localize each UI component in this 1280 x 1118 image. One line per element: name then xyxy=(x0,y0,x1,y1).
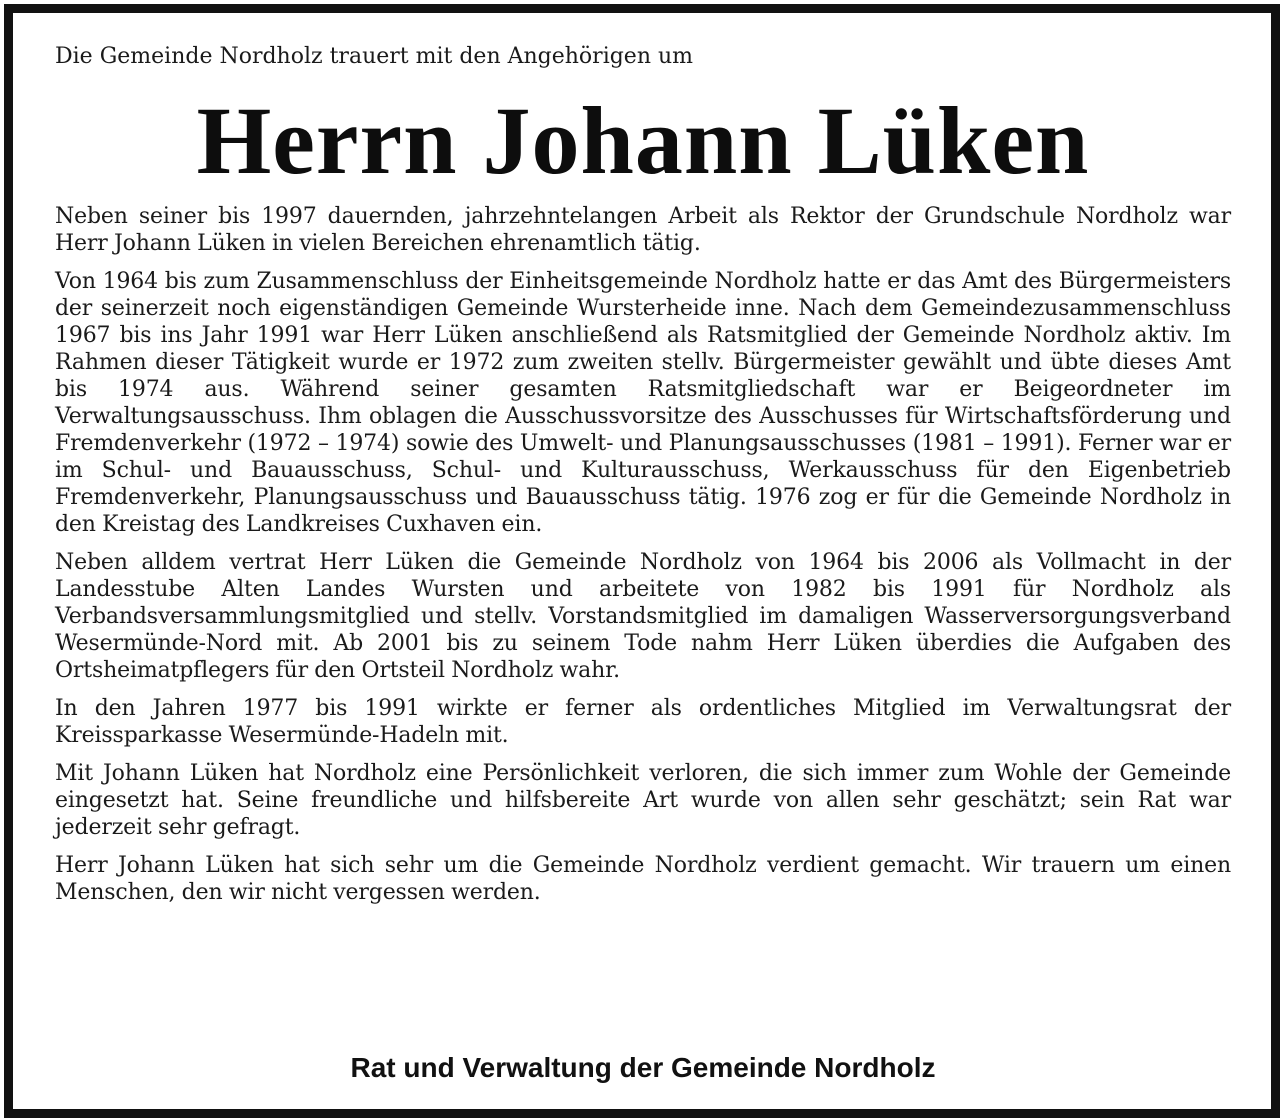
intro-line: Die Gemeinde Nordholz trauert mit den Angehörigen um xyxy=(55,44,694,69)
paragraph-savings-bank: In den Jahren 1977 bis 1991 wirkte er ferner als ordentliches Mitglied im Verwaltungsrat der Kreissparkasse Wesermünde-Hadeln mit. xyxy=(55,696,1231,748)
obituary-body xyxy=(55,203,1231,917)
obituary-frame xyxy=(4,4,1280,1118)
paragraph-closing: Herr Johann Lüken hat sich sehr um die Gemeinde Nordholz verdient gemacht. Wir trauern um einen Menschen, den wir nicht vergessen werden. xyxy=(55,853,1231,905)
paragraph-mayor: Von 1964 bis zum Zusammenschluss der Einheitsgemeinde Nordholz hatte er das Amt des Bürgermeisters der seinerzeit noch eigenständigen Gemeinde Wursterheide inne. Nach dem Gemeindezusammenschluss 1967 bis ins Jahr 1991 war Herr Lüken anschließend als Ratsmitglied der Gemeinde Nordholz aktiv. Im Rahmen dieser Tätigkeit wurde er 1972 zum zweiten stellv. Bürgermeister gewählt und übte dieses Amt bis 1974 aus. Während seiner gesamten Ratsmitgliedschaft war er Beigeordneter im Verwaltungsausschuss. Ihm oblagen die Ausschussvorsitze des Ausschusses für Wirtschaftsförderung und Fremdenverkehr (1972 – 1974) sowie des Umwelt- und Planungsausschusses (1981 – 1991). Ferner war er im Schul- und Bauausschuss, Schul- und Kulturausschuss, Werkausschuss für den Eigenbetrieb Fremdenverkehr, Planungsausschuss und Bauausschuss tätig. 1976 zog er für die Gemeinde Nordholz in den Kreistag des Landkreises Cuxhaven ein. xyxy=(55,269,1231,537)
deceased-name: Herrn Johann Lüken xyxy=(196,87,1090,194)
paragraph-representation: Neben alldem vertrat Herr Lüken die Gemeinde Nordholz von 1964 bis 2006 als Vollmacht in der Landesstube Alten Landes Wursten und arbeitete von 1982 bis 1991 für Nordholz als Verbandsversammlungsmitglied und stellv. Vorstandsmitglied im damaligen Wasserversorgungsverband Wesermünde-Nord mit. Ab 2001 bis zu seinem Tode nahm Herr Lüken überdies die Aufgaben des Ortsheimatpflegers für den Ortsteil Nordholz wahr. xyxy=(55,550,1231,683)
paragraph-personality: Mit Johann Lüken hat Nordholz eine Persönlichkeit verloren, die sich immer zum Wohle der Gemeinde eingesetzt hat. Seine freundliche und hilfsbereite Art wurde von allen sehr geschätzt; sein Rat war jederzeit sehr gefragt. xyxy=(55,761,1231,840)
signature: Rat und Verwaltung der Gemeinde Nordholz xyxy=(350,1052,936,1083)
paragraph-career: Neben seiner bis 1997 dauernden, jahrzehntelangen Arbeit als Rektor der Grundschule Nordholz war Herr Johann Lüken in vielen Bereichen ehrenamtlich tätig. xyxy=(55,204,1231,256)
